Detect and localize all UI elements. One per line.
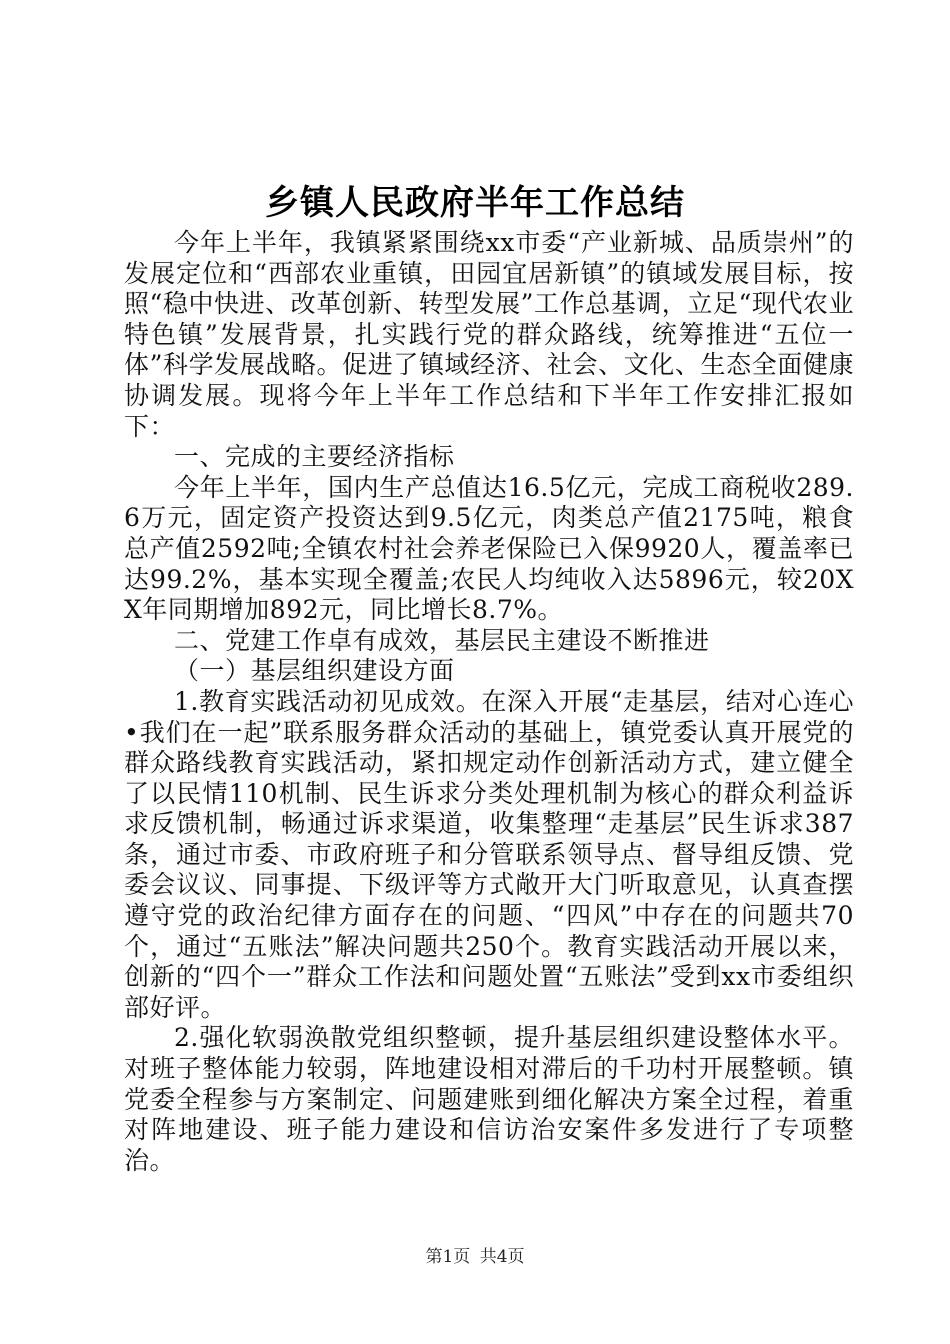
item-paragraph-rectification: 2.强化软弱涣散党组织整顿，提升基层组织建设整体水平。对班子整体能力较弱，阵地建设相对滞后的千功村开展整顿。镇党委全程参与方案制定、问题建账到细化解决方案全过程，着重对阵地建设、班子能力建设和信访治安案件多发进行了专项整治。 (124, 1023, 854, 1175)
page-total: 共4页 (479, 1247, 525, 1267)
document-title: 乡镇人民政府半年工作总结 (265, 183, 685, 223)
intro-paragraph: 今年上半年，我镇紧紧围绕xx市委“产业新城、品质崇州”的发展定位和“西部农业重镇，田园宜居新镇”的镇域发展目标，按照“稳中快进、改革创新、转型发展”工作总基调，立足“现代农业特色镇”发展背景，扎实践行党的群众路线，统筹推进“五位一体”科学发展战略。促进了镇域经济、社会、文化、生态全面健康协调发展。现将今年上半年工作总结和下半年工作安排汇报如下： (124, 228, 854, 441)
item-paragraph-education-practice: 1.教育实践活动初见成效。在深入开展“走基层，结对心连心•我们在一起”联系服务群众活动的基础上，镇党委认真开展党的群众路线教育实践活动，紧扣规定动作创新活动方式，建立健全了以民情110机制、民生诉求分类处理机制为核心的群众利益诉求反馈机制，畅通过诉求渠道，收集整理“走基层”民生诉求387条，通过市委、市政府班子和分管联系领导点、督导组反馈、党委会议议、同事提、下级评等方式敞开大门听取意见，认真查摆遵守党的政治纪律方面存在的问题、“四风”中存在的问题共70个，通过“五账法”解决问题共250个。教育实践活动开展以来，创新的“四个一”群众工作法和问题处置“五账法”受到xx市委组织部好评。 (124, 686, 854, 1022)
economic-indicators-paragraph: 今年上半年，国内生产总值达16.5亿元，完成工商税收289.6万元，固定资产投资达到9.5亿元，肉类总产值2175吨，粮食总产值2592吨;全镇农村社会养老保险已入保9920人，覆盖率已达99.2%，基本实现全覆盖;农民人均纯收入达5896元，较20XX年同期增加892元，同比增长8.7%。 (124, 472, 854, 625)
document-body (124, 228, 854, 1176)
section-heading-party-building: 二、党建工作卓有成效，基层民主建设不断推进 (174, 625, 710, 655)
page-footer (0, 1246, 950, 1268)
section-heading-economic-indicators: 一、完成的主要经济指标 (174, 442, 455, 472)
page-number: 第1页 (425, 1247, 471, 1267)
subsection-heading-grassroots-organization: （一）基层组织建设方面 (174, 656, 455, 686)
